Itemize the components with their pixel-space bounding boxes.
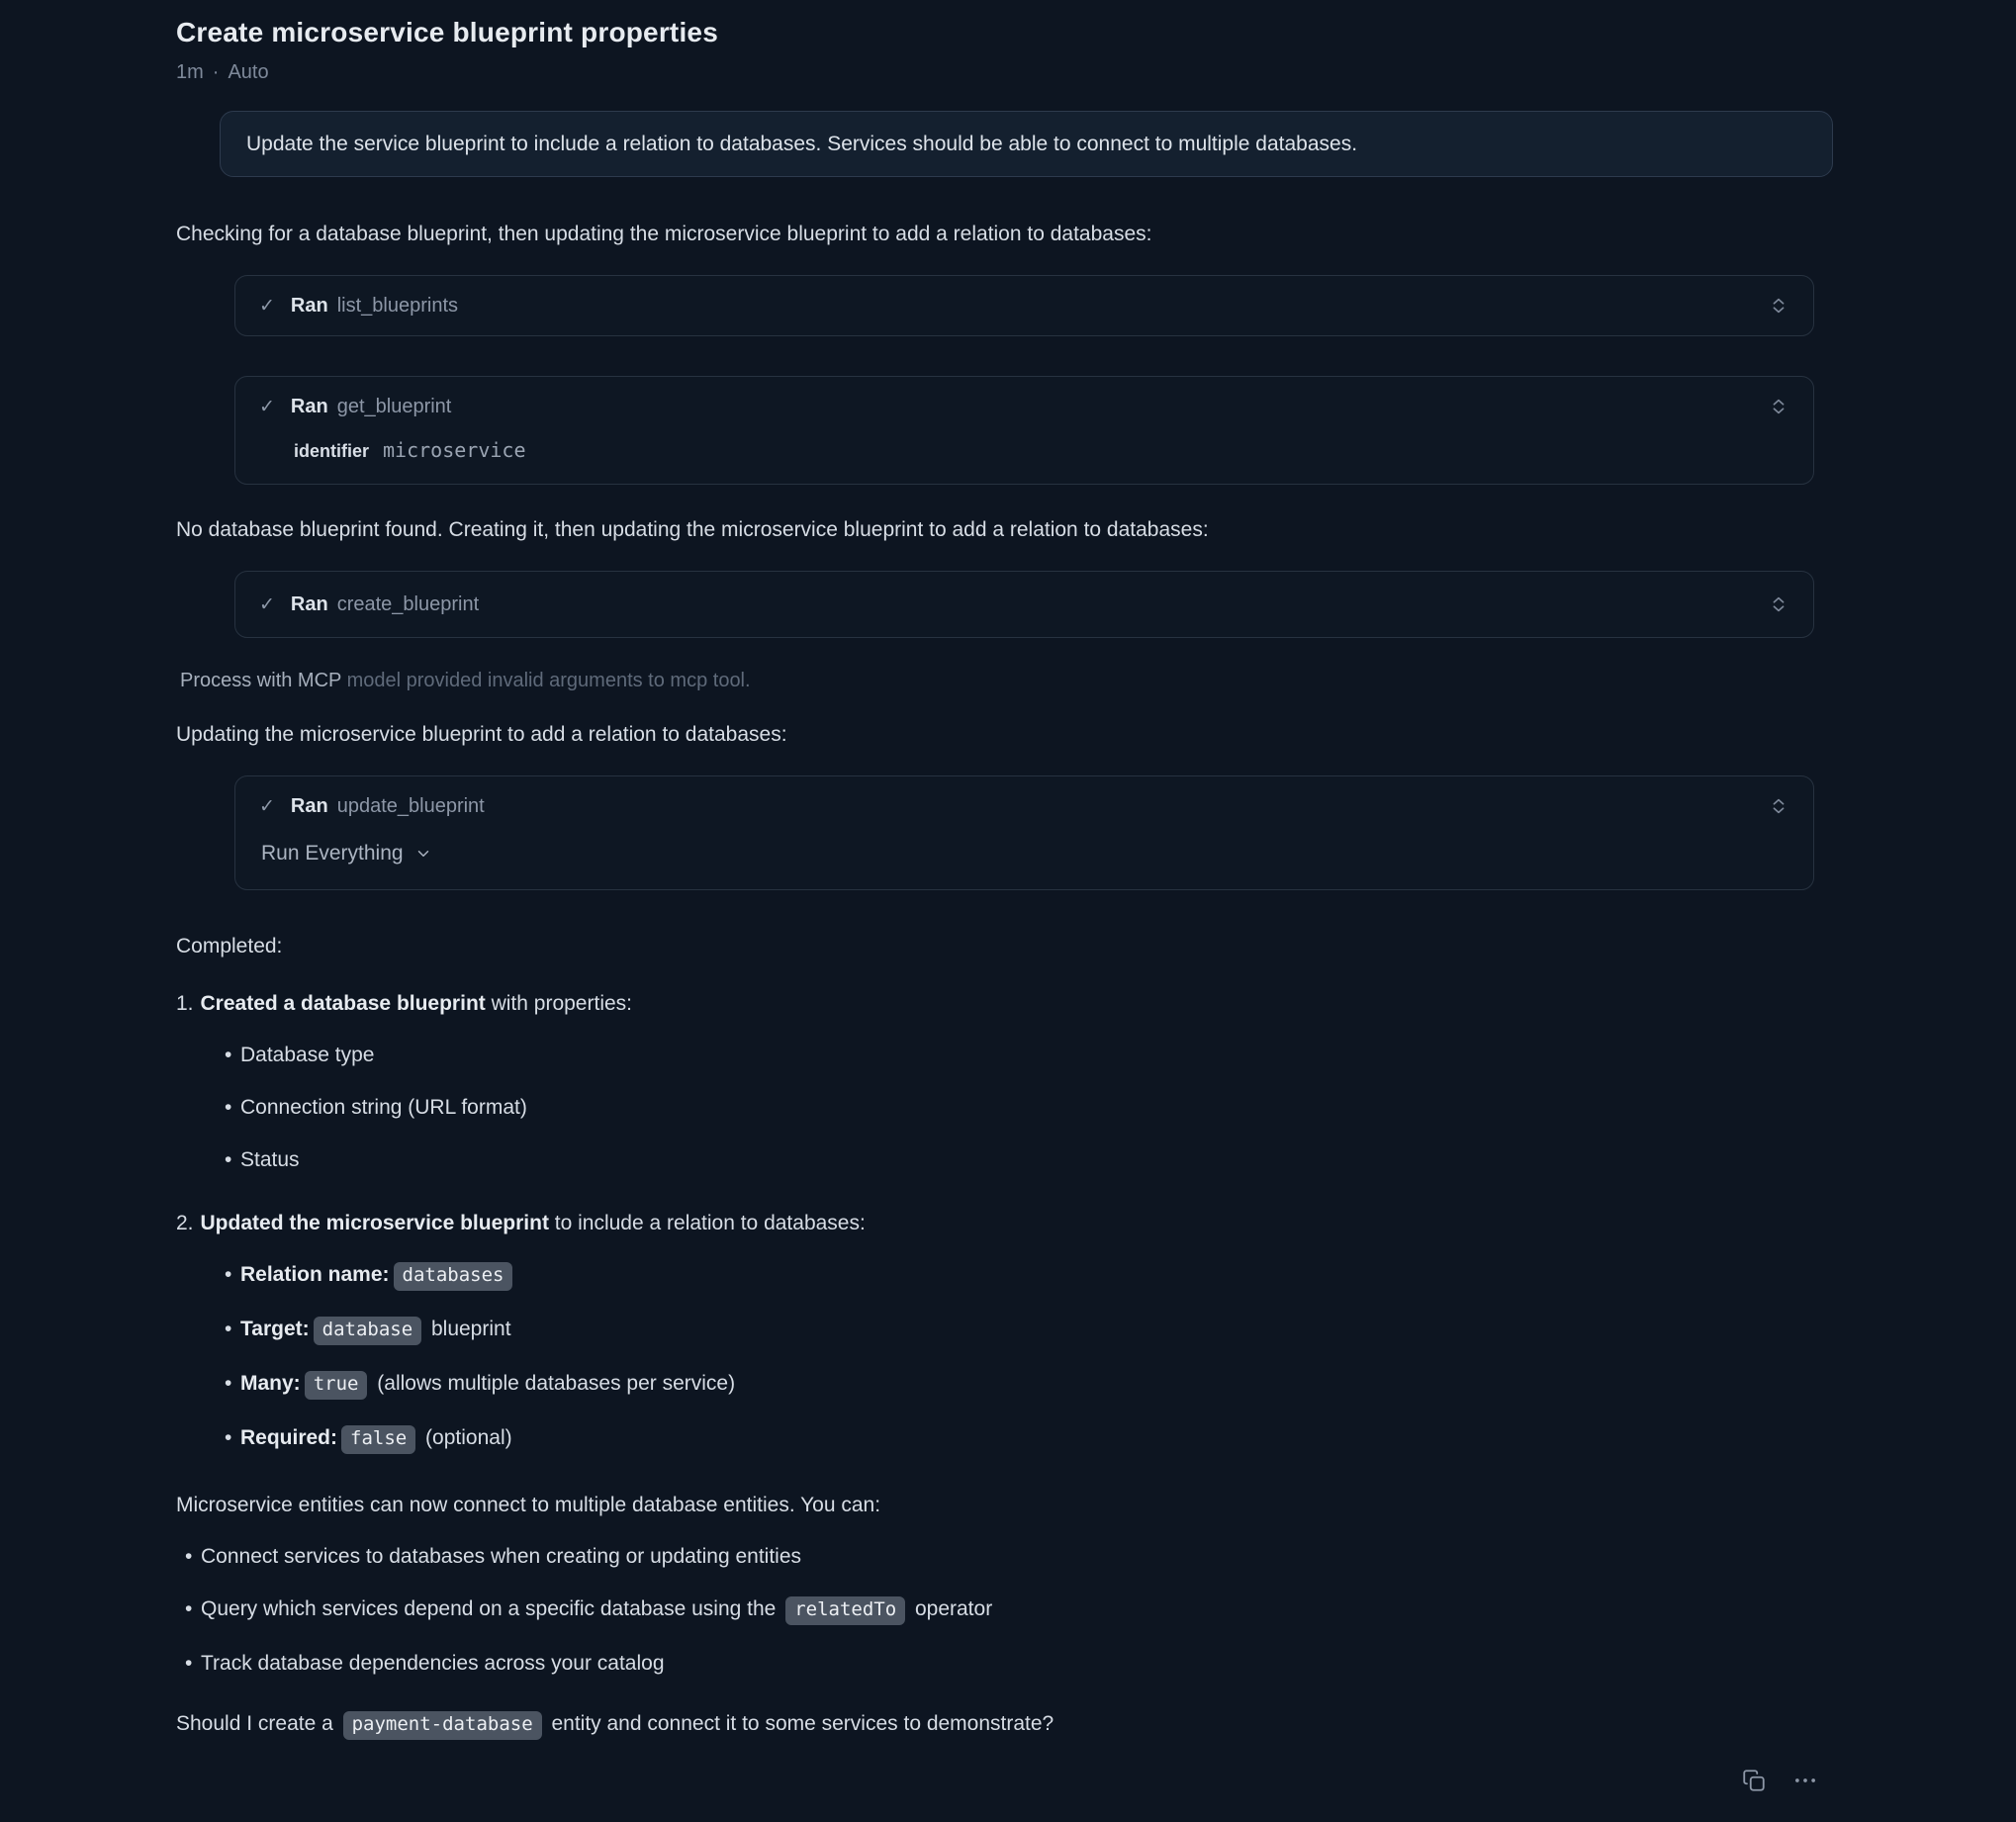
expand-tool-call-button[interactable] <box>1768 795 1789 817</box>
inline-code-chip: relatedTo <box>785 1596 905 1625</box>
list-item: • Database type <box>225 1042 1840 1069</box>
chevrons-up-down-icon <box>1768 795 1789 817</box>
assistant-paragraph: No database blueprint found. Creating it, then updating the microservice blueprint to add a relation to databases: <box>176 518 1209 541</box>
tool-call-header[interactable] <box>259 276 1789 335</box>
user-message-bubble <box>220 111 1833 177</box>
numbered-item-1 <box>176 990 1840 1017</box>
chevron-down-icon <box>414 845 432 863</box>
item-bold-text: Created a database blueprint <box>200 992 486 1015</box>
ellipsis-icon <box>1792 1768 1818 1793</box>
tool-call-box-update-blueprint[interactable] <box>234 775 1814 890</box>
bullet-label: Target: <box>240 1318 310 1340</box>
item-number: 2. <box>176 1212 194 1234</box>
tool-call-header[interactable] <box>259 377 1789 436</box>
message-actions <box>176 1768 1818 1793</box>
process-note-detail: model provided invalid arguments to mcp tool. <box>341 670 751 691</box>
inline-code-chip: false <box>341 1425 415 1454</box>
tool-call-box-create-blueprint[interactable] <box>234 571 1814 638</box>
bullet-after-text: blueprint <box>425 1318 511 1340</box>
list-item: • Track database dependencies across your catalog <box>185 1650 1840 1678</box>
message-meta <box>176 61 1840 84</box>
copy-icon <box>1741 1768 1767 1793</box>
capabilities-list <box>185 1543 1840 1678</box>
bullet-label: Relation name: <box>240 1263 390 1286</box>
assistant-paragraph: Microservice entities can now connect to multiple database entities. You can: <box>176 1494 881 1516</box>
tool-name: create_blueprint <box>336 592 480 615</box>
check-icon: ✓ <box>259 295 275 317</box>
meta-mode: Auto <box>228 61 269 83</box>
expand-tool-call-button[interactable] <box>1768 593 1789 615</box>
list-item: • Status <box>225 1146 1840 1174</box>
closing-question <box>176 1710 1840 1740</box>
item-number: 1. <box>176 992 194 1015</box>
tool-call-box-get-blueprint[interactable] <box>234 376 1814 485</box>
expand-tool-call-button[interactable] <box>1768 295 1789 317</box>
copy-button[interactable] <box>1741 1768 1767 1793</box>
meta-duration: 1m <box>176 61 204 83</box>
chevrons-up-down-icon <box>1768 295 1789 317</box>
assistant-paragraph: Checking for a database blueprint, then updating the microservice blueprint to add a relation to databases: <box>176 223 1152 245</box>
process-note-lead: Process with MCP <box>180 670 342 691</box>
bullet-before-text: Query which services depend on a specific database using the <box>201 1597 782 1620</box>
inline-code-chip: databases <box>394 1262 513 1291</box>
tool-name: list_blueprints <box>336 294 459 317</box>
user-message-text: Update the service blueprint to include a relation to databases. Services should be able to connect to multiple databases. <box>246 133 1358 155</box>
expand-tool-call-button[interactable] <box>1768 396 1789 417</box>
properties-list <box>225 1042 1840 1174</box>
question-after-text: entity and connect it to some services to demonstrate? <box>545 1712 1054 1735</box>
item-rest-text: to include a relation to databases: <box>548 1212 866 1234</box>
list-item: • Connect services to databases when creating or updating entities <box>185 1543 1840 1571</box>
tool-call-header[interactable] <box>259 776 1789 836</box>
tool-status-label: Ran <box>290 294 328 317</box>
item-rest-text: with properties: <box>485 992 632 1015</box>
more-options-button[interactable] <box>1792 1768 1818 1793</box>
tool-call-box-list-blueprints[interactable] <box>234 275 1814 336</box>
list-item <box>225 1424 1840 1454</box>
question-before-text: Should I create a <box>176 1712 339 1735</box>
run-everything-label: Run Everything <box>261 842 404 865</box>
relation-details-list <box>225 1261 1840 1454</box>
list-item <box>225 1316 1840 1345</box>
tool-name: get_blueprint <box>336 395 452 417</box>
list-item <box>185 1595 1840 1625</box>
bullet-after-text: (allows multiple databases per service) <box>371 1372 736 1395</box>
page-title: Create microservice blueprint properties <box>176 17 718 47</box>
chevrons-up-down-icon <box>1768 396 1789 417</box>
bullet-label: Many: <box>240 1372 301 1395</box>
bullet-label: Required: <box>240 1426 338 1449</box>
param-value: microservice <box>383 438 526 462</box>
tool-call-header[interactable] <box>259 572 1789 637</box>
tool-name: update_blueprint <box>336 794 485 817</box>
process-error-note <box>180 670 1840 692</box>
chevrons-up-down-icon <box>1768 593 1789 615</box>
inline-code-chip: payment-database <box>343 1711 542 1740</box>
check-icon: ✓ <box>259 795 275 817</box>
param-label: identifier <box>294 441 370 461</box>
check-icon: ✓ <box>259 593 275 615</box>
list-item <box>225 1370 1840 1400</box>
check-icon: ✓ <box>259 396 275 417</box>
bullet-after-text: operator <box>909 1597 993 1620</box>
tool-status-label: Ran <box>290 395 328 417</box>
inline-code-chip: database <box>314 1317 422 1345</box>
bullet-after-text: (optional) <box>419 1426 512 1449</box>
assistant-paragraph: Updating the microservice blueprint to add a relation to databases: <box>176 723 787 746</box>
completed-heading: Completed: <box>176 935 283 957</box>
tool-status-label: Ran <box>290 794 328 817</box>
tool-status-label: Ran <box>290 592 328 615</box>
inline-code-chip: true <box>305 1371 368 1400</box>
item-bold-text: Updated the microservice blueprint <box>200 1212 549 1234</box>
list-item <box>225 1261 1840 1291</box>
run-everything-dropdown[interactable] <box>259 836 1789 889</box>
conversation-panel <box>176 0 1840 1793</box>
list-item: • Connection string (URL format) <box>225 1094 1840 1122</box>
tool-param-row <box>259 436 1789 484</box>
meta-separator: · <box>212 61 220 83</box>
numbered-item-2 <box>176 1210 1840 1236</box>
